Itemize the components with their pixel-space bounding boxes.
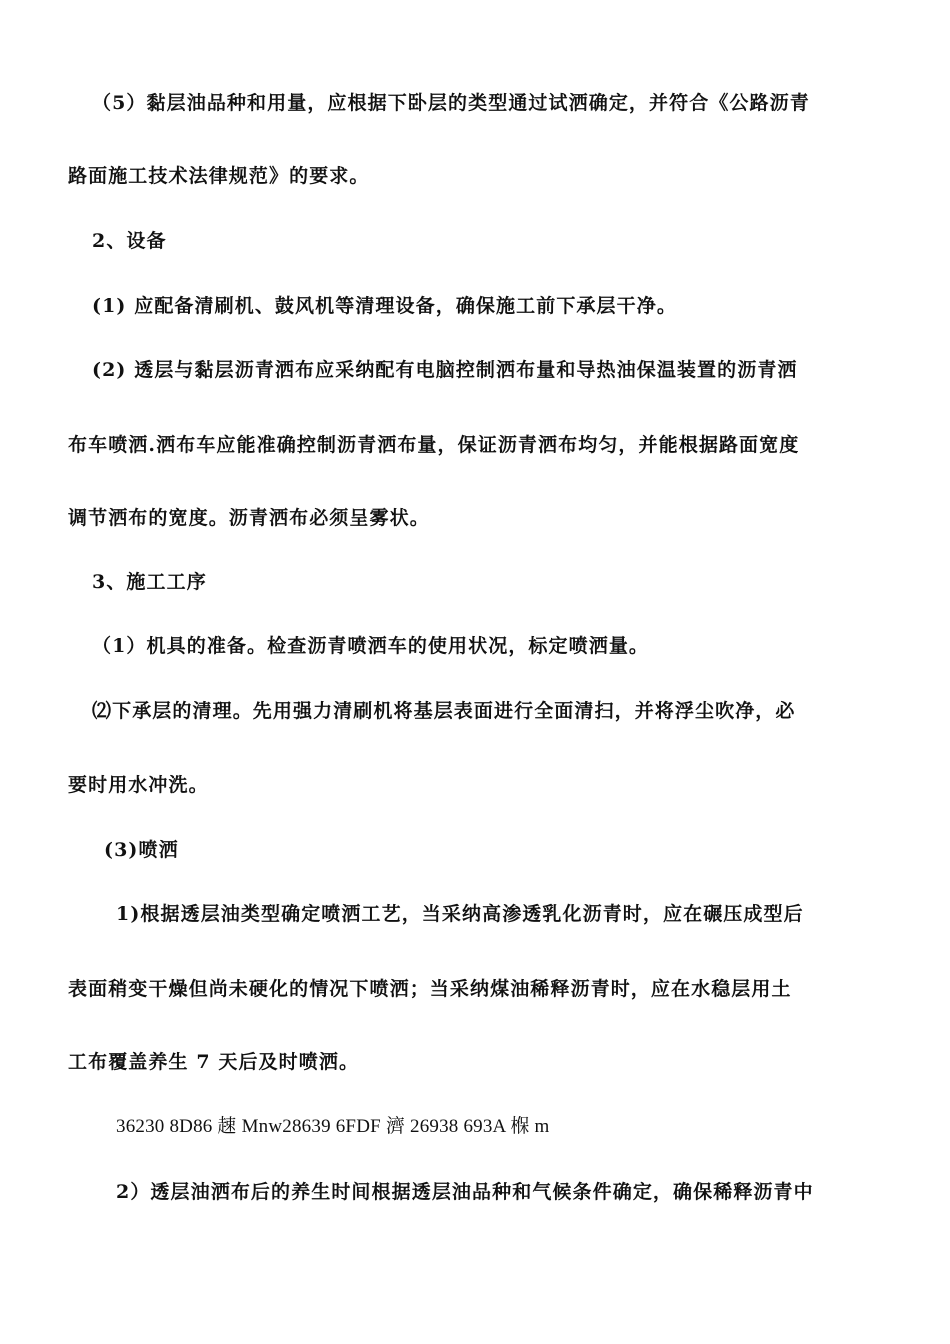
- paragraph-line-6: 布车喷洒.洒布车应能准确控制沥青洒布量，保证沥青洒布均匀，并能根据路面宽度: [68, 434, 800, 456]
- paragraph-line-2: 路面施工技术法律规范》的要求。: [68, 165, 370, 187]
- section-heading-process: 3、施工工序: [92, 571, 207, 593]
- paragraph-line-11: 要时用水冲洗。: [68, 774, 209, 796]
- paragraph-line-13: 1)根据透层油类型确定喷洒工艺，当采纳高渗透乳化沥青时，应在碾压成型后: [116, 903, 804, 925]
- paragraph-line-7: 调节洒布的宽度。沥青洒布必须呈雾状。: [68, 507, 430, 529]
- section-heading-equipment: 2、设备: [92, 230, 167, 252]
- paragraph-line-9: （1）机具的准备。检查沥青喷洒车的使用状况，标定喷洒量。: [92, 635, 650, 657]
- paragraph-line-5: (2) 透层与黏层沥青洒布应采纳配有电脑控制洒布量和导热油保温装置的沥青洒: [92, 359, 798, 381]
- paragraph-line-15: 工布覆盖养生 7 天后及时喷洒。: [68, 1051, 360, 1073]
- paragraph-line-10: ⑵下承层的清理。先用强力清刷机将基层表面进行全面清扫，并将浮尘吹净，必: [92, 700, 796, 722]
- paragraph-line-1: （5）黏层油品种和用量，应根据下卧层的类型通过试洒确定，并符合《公路沥青: [92, 92, 810, 114]
- paragraph-line-17: 2）透层油洒布后的养生时间根据透层油品种和气候条件确定，确保稀释沥青中: [116, 1181, 814, 1203]
- paragraph-line-4: (1) 应配备清刷机、鼓风机等清理设备，确保施工前下承层干净。: [92, 295, 677, 317]
- garbled-code-line: 36230 8D86 趚 Mnw28639 6FDF 濟 26938 693A 椺 m: [116, 1116, 550, 1137]
- subheading-spraying: (3)喷洒: [104, 839, 179, 861]
- paragraph-line-14: 表面稍变干燥但尚未硬化的情况下喷洒；当采纳煤油稀释沥青时，应在水稳层用土: [68, 978, 792, 1000]
